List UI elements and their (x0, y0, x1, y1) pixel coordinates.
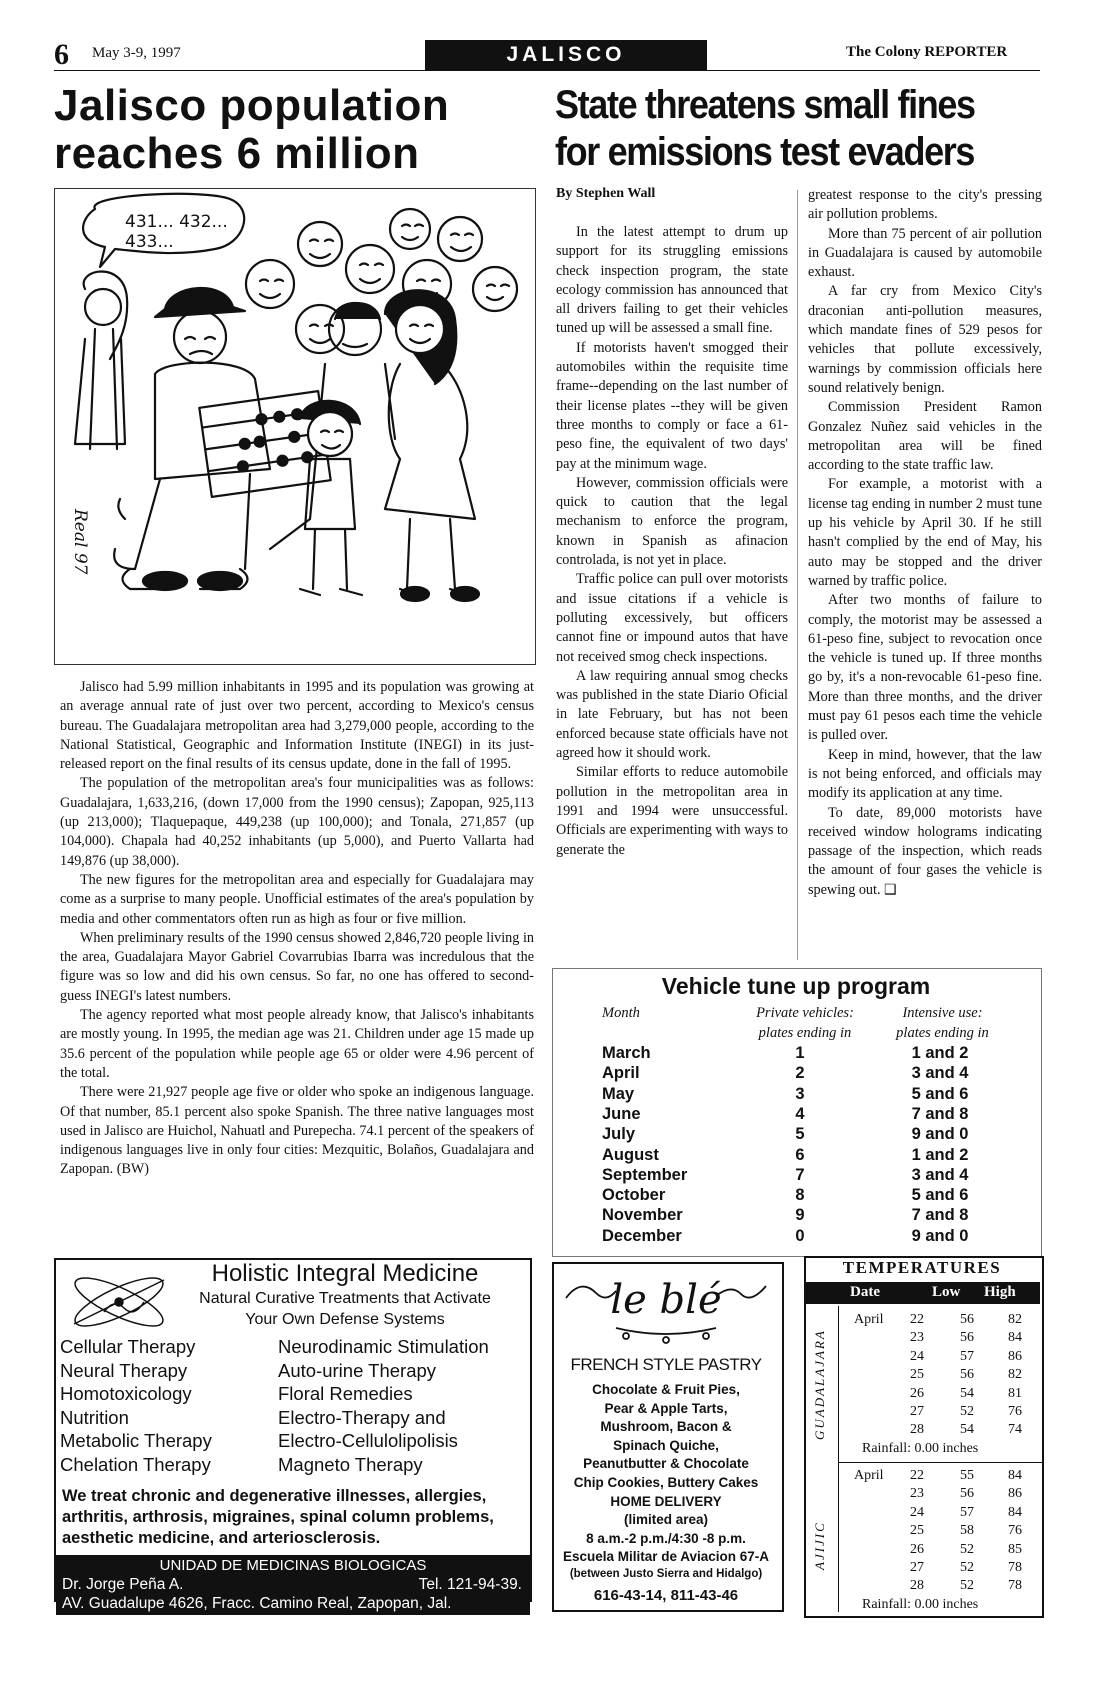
private-plate-cell: 6 (795, 1145, 805, 1164)
cartoon-speech-line-1: 431... 432... (125, 212, 228, 232)
month-cell: October (602, 1186, 666, 1205)
low-cell: 52 (960, 1560, 974, 1575)
le-ble-line: Mushroom, Bacon & (600, 1419, 732, 1435)
temperatures-divider (838, 1462, 1042, 1463)
day-cell: 24 (910, 1504, 924, 1520)
temperature-row (0, 1559, 1093, 1577)
high-cell: 74 (1008, 1422, 1022, 1438)
day-cell: 22 (910, 1468, 924, 1483)
vehicle-program-row (0, 1124, 1093, 1144)
col-header-date: Date (850, 1284, 880, 1300)
month-cell: December (602, 1226, 682, 1245)
article-paragraph: Keep in mind, however, that the law is not being enforced, and officials may modify its application at any time. (808, 746, 1042, 802)
le-ble-tagline: FRENCH STYLE PASTRY (570, 1355, 762, 1374)
holistic-title: Holistic Integral Medicine (211, 1260, 479, 1287)
article-paragraph: The agency reported what most people already know, that Jalisco's inhabitants are mostly young. In 1995, the median age was 21. Children under age 15 made up 35.6 percent of the population while people age 65 or older were 4.96 percent of the total. (60, 1007, 534, 1081)
high-cell: 84 (1008, 1330, 1022, 1346)
doctor-name: Dr. Jorge Peña A. (62, 1576, 184, 1593)
col-header-line: Intensive use: (902, 1005, 983, 1021)
private-plate-cell: 7 (795, 1165, 805, 1184)
low-cell: 55 (960, 1468, 974, 1483)
column-divider (797, 190, 798, 960)
le-ble-line: HOME DELIVERY (610, 1493, 722, 1509)
temperature-row (0, 1504, 1093, 1522)
temperature-row (0, 1400, 1093, 1421)
month-cell: September (602, 1165, 688, 1184)
low-cell: 57 (960, 1504, 974, 1520)
therapy-item: Nutrition (60, 1406, 129, 1428)
population-headline (54, 82, 534, 178)
intensive-plate-cell: 3 and 4 (911, 1064, 969, 1083)
temperature-row (0, 1366, 1093, 1384)
high-cell: 86 (1008, 1348, 1022, 1364)
temperatures-title: TEMPERATURES (842, 1258, 1002, 1277)
headline-line: for emissions test evaders (555, 130, 975, 174)
newspaper-name: The Colony REPORTER (846, 44, 1008, 60)
therapy-item: Floral Remedies (278, 1383, 413, 1404)
month-cell: May (602, 1084, 635, 1103)
col-header-line: Private vehicles: (756, 1005, 854, 1021)
issue-date: May 3-9, 1997 (92, 45, 181, 61)
low-cell: 56 (960, 1367, 974, 1383)
day-cell: 27 (910, 1404, 924, 1419)
vehicle-program-row (0, 1104, 1093, 1124)
high-cell: 78 (1008, 1578, 1022, 1594)
vehicle-program-row (0, 1043, 1093, 1063)
col-header-private (745, 1003, 865, 1043)
vehicle-program-row (0, 1185, 1093, 1205)
col-header-line: plates ending in (896, 1025, 989, 1041)
high-cell: 82 (1008, 1367, 1022, 1383)
high-cell: 78 (1008, 1560, 1022, 1575)
cartoon-speech-line-2: 433... (125, 232, 174, 252)
article-paragraph: The population of the metropolitan area's four municipalities was as follows: Guadalajara, 1,633,216, (down 17,000 from the 1990 census); Zapopan, 925,113 (up 213,000); Tlaquepaque, 449,238 (up 100,000); and Tonala, 271,857 (up 104,000). Chapala had 40,252 inhabitants (up 5,000), and Puerto Vallarta had 149,876 (up 38,000). (60, 775, 534, 869)
therapy-item: Neurodinamic Stimulation (278, 1336, 489, 1357)
article-paragraph: To date, 89,000 motorists have received window holograms indicating passage of the inspection, which reads the amount of four gases the vehicle is spewing out. ❑ (808, 804, 1042, 898)
temperature-row (0, 1348, 1093, 1366)
day-cell: 24 (910, 1348, 924, 1364)
day-cell: 25 (910, 1523, 924, 1539)
le-ble-line: Chocolate & Fruit Pies, (592, 1382, 740, 1397)
private-plate-cell: 2 (795, 1064, 805, 1083)
temperature-row (0, 1385, 1093, 1403)
le-ble-line: Escuela Militar de Aviacion 67-A (562, 1549, 770, 1565)
vehicle-program-row (0, 1145, 1093, 1165)
therapy-item: Homotoxicology (60, 1383, 192, 1404)
article-paragraph: Jalisco had 5.99 million inhabitants in 1995 and its population was growing at an average annual rate of just over two percent, according to Mexico's census bureau. The Guadalajara metropolitan area had 3,279,000 people, according to the National Statistical, Geographic and Information Institute (INEGI) in its just-released report on the final results of its census update, done in the fall of 1995. (60, 679, 534, 773)
low-cell: 52 (960, 1404, 974, 1419)
col-header-low: Low (932, 1284, 961, 1300)
article-paragraph: There were 21,927 people age five or older who spoke an indigenous language. Of that number, 85.1 percent also spoke Spanish. The three native languages most used in Jalisco are Huichol, Nahuatl and Purepecha. 74.1 percent of the speakers of indigenous languages live in only four cities: Mezquitic, Bolaños, Guadalajara and Zapopan. (BW) (60, 1084, 534, 1178)
intensive-plate-cell: 5 and 6 (911, 1084, 969, 1103)
low-cell: 54 (960, 1422, 974, 1438)
month-cell: March (602, 1044, 651, 1062)
month-cell: April (602, 1064, 640, 1083)
intensive-plate-cell: 9 and 0 (911, 1125, 969, 1144)
le-ble-line: Spinach Quiche, (613, 1437, 719, 1453)
headline-line: Jalisco population (54, 81, 450, 130)
byline: By Stephen Wall (556, 186, 656, 201)
location-label-guadalajara: GUADALAJARA (812, 1329, 827, 1440)
vehicle-program-row (0, 1205, 1093, 1225)
article-paragraph: greatest response to the city's pressing air pollution problems. (808, 187, 1042, 223)
temperature-row (0, 1421, 1093, 1439)
day-cell: 22 (910, 1312, 924, 1327)
rainfall-total: Rainfall: 0.00 inches (862, 1596, 979, 1612)
therapy-item: Magneto Therapy (278, 1453, 423, 1475)
day-cell: 27 (910, 1560, 924, 1575)
day-cell: 25 (910, 1367, 924, 1383)
high-cell: 85 (1008, 1541, 1022, 1557)
private-plate-cell: 3 (795, 1084, 805, 1103)
private-plate-cell: 9 (795, 1206, 805, 1225)
clinic-phone: Tel. 121-94-39. (418, 1576, 522, 1593)
temperature-row (0, 1311, 1093, 1329)
therapy-item: Chelation Therapy (60, 1453, 211, 1475)
vehicle-program-row (0, 1226, 1093, 1246)
article-paragraph: A far cry from Mexico City's draconian anti-pollution measures, which mandate fines of 529 pesos for vehicles that pollute excessively, warnings by commission officials here sound relatively benign. (808, 283, 1042, 396)
emissions-headline (555, 82, 996, 176)
article-paragraph: Commission President Ramon Gonzalez Nuñez said vehicles in the metropolitan area will be fined according to the state traffic law. (808, 399, 1042, 474)
private-plate-cell: 5 (795, 1125, 805, 1144)
temperature-row (0, 1522, 1093, 1540)
day-cell: 28 (910, 1578, 924, 1594)
therapy-item: Metabolic Therapy (60, 1430, 212, 1451)
high-cell: 81 (1008, 1385, 1022, 1401)
vehicle-program-row (0, 1084, 1093, 1104)
private-plate-cell: 4 (795, 1104, 805, 1123)
intensive-plate-cell: 5 and 6 (911, 1186, 969, 1205)
day-cell: 26 (910, 1385, 924, 1401)
intensive-plate-cell: 7 and 8 (911, 1206, 969, 1225)
private-plate-cell: 1 (795, 1044, 805, 1062)
day-cell: 26 (910, 1541, 924, 1557)
low-cell: 54 (960, 1385, 974, 1401)
day-cell: 23 (910, 1330, 924, 1346)
private-plate-cell: 0 (795, 1226, 805, 1245)
emissions-article-column-2 (808, 186, 1042, 900)
location-label-ajijic: AJIJIC (812, 1521, 827, 1570)
article-paragraph: A law requiring annual smog checks was published in the state Diario Oficial in late February, but has not been enforced because state officials have not agreed how it should work. (556, 667, 788, 762)
article-paragraph: For example, a motorist with a license tag ending in number 2 must tune up his vehicle by April 30. If he still hasn't complied by the end of May, his auto may be stopped and the driver warned by traffic police. (808, 476, 1042, 589)
cartoon-illustration (55, 189, 535, 664)
le-ble-line: (limited area) (623, 1512, 709, 1528)
clinic-address: AV. Guadalupe 4626, Fracc. Camino Real, Zapopan, Jal. (62, 1595, 452, 1612)
high-cell: 82 (1008, 1312, 1022, 1327)
article-paragraph: When preliminary results of the 1990 census showed 2,846,720 people living in the area, Guadalajara Mayor Gabriel Covarrubias Ibarra was incredulous that the figure was so low and did his own census. So far, no one has offered to second-guess INEGI's latest numbers. (60, 929, 534, 1004)
article-paragraph: Similar efforts to reduce automobile pollution in the metropolitan area in 1991 and 1994 were unsuccessful. Officials are experimenting with ways to generate the (556, 764, 788, 858)
vehicle-program-title: Vehicle tune up program (661, 973, 931, 999)
headline-line: reaches 6 million (54, 129, 420, 178)
therapy-item: Neural Therapy (60, 1359, 188, 1381)
low-cell: 58 (960, 1523, 974, 1539)
article-paragraph: However, commission officials were quick to caution that the legal mechanism to enforce the program, known in Spanish as afinacion controlada, is not yet in place. (556, 474, 788, 569)
population-cartoon (54, 188, 536, 665)
col-header-intensive (880, 1003, 1005, 1043)
le-ble-line: Peanutbutter & Chocolate (583, 1456, 749, 1472)
le-ble-line: Pear & Apple Tarts, (604, 1400, 728, 1416)
clinic-name: UNIDAD DE MEDICINAS BIOLOGICAS (159, 1557, 427, 1574)
le-ble-line: Chip Cookies, Buttery Cakes (573, 1475, 759, 1490)
col-header-high: High (984, 1284, 1016, 1300)
holistic-subtitle: Your Own Defense Systems (245, 1311, 445, 1328)
emissions-article-column-1 (556, 223, 788, 860)
low-cell: 56 (960, 1312, 974, 1327)
high-cell: 84 (1008, 1468, 1022, 1483)
month-cell: November (602, 1206, 683, 1225)
cartoon-signature: Real 97 (70, 509, 90, 575)
therapy-item: Electro-Cellulolipolisis (278, 1430, 458, 1451)
temperature-row (0, 1467, 1093, 1485)
intensive-plate-cell: 7 and 8 (911, 1104, 969, 1123)
vehicle-program-row (0, 1063, 1093, 1083)
day-cell: 28 (910, 1422, 924, 1438)
holistic-statement: We treat chronic and degenerative illnesses, allergies, arthritis, arthrosis, migraines, spinal column problems, aesthetic medicine, and arteriosclerosis. (62, 1487, 494, 1547)
month-cell: August (602, 1145, 659, 1164)
article-paragraph: More than 75 percent of air pollution in Guadalajara is caused by automobile exhaust. (808, 225, 1042, 281)
month-cell: July (602, 1125, 636, 1144)
le-ble-line: 8 a.m.-2 p.m./4:30 -8 p.m. (586, 1530, 746, 1546)
low-cell: 52 (960, 1541, 974, 1557)
article-paragraph: In the latest attempt to drum up support for its struggling emissions check inspection program, the state ecology commission has announced that all drivers failing to get their vehicles tuned up will be assessed a small fine. (556, 224, 788, 337)
temperature-row (0, 1329, 1093, 1347)
intensive-plate-cell: 1 and 2 (911, 1044, 969, 1062)
therapy-item: Electro-Therapy and (278, 1406, 446, 1428)
high-cell: 86 (1008, 1486, 1022, 1502)
headline-line: State threatens small fines (555, 83, 975, 127)
high-cell: 76 (1008, 1523, 1022, 1539)
rainfall-total: Rainfall: 0.00 inches (862, 1440, 979, 1456)
intensive-plate-cell: 1 and 2 (911, 1145, 969, 1164)
month-cell: June (602, 1104, 641, 1123)
month-cell: April (854, 1468, 884, 1483)
temperature-row (0, 1577, 1093, 1595)
private-plate-cell: 8 (795, 1186, 805, 1205)
temperatures-header (804, 1282, 1040, 1304)
day-cell: 23 (910, 1486, 924, 1502)
article-paragraph: Traffic police can pull over motorists and issue citations if a vehicle is polluting excessively, but officers cannot fine or impound autos that have not received smog check inspections. (556, 571, 788, 665)
intensive-plate-cell: 3 and 4 (911, 1165, 969, 1184)
col-header-line: plates ending in (758, 1025, 852, 1041)
intensive-plate-cell: 9 and 0 (911, 1226, 969, 1245)
temperature-row (0, 1541, 1093, 1559)
header-rule (54, 70, 1040, 71)
temperature-row (0, 1485, 1093, 1503)
month-cell: April (854, 1312, 884, 1327)
article-paragraph: If motorists haven't smogged their automobiles within the requisite time frame--depending on the last number of their license plates --they will be given three months to comply or face a 61-peso fine, the equivalent of two days' pay at the minimum wage. (556, 339, 788, 472)
le-ble-line: 616-43-14, 811-43-46 (593, 1586, 739, 1604)
holistic-subtitle: Natural Curative Treatments that Activate (199, 1290, 491, 1307)
high-cell: 84 (1008, 1504, 1022, 1520)
therapy-item: Cellular Therapy (60, 1336, 196, 1357)
low-cell: 57 (960, 1348, 974, 1364)
page-number: 6 (54, 38, 69, 71)
article-paragraph: The new figures for the metropolitan area and especially for Guadalajara may come as a surprise to many people. Unofficial estimates of the area's population by media and other commentators often run as high as four or five million. (60, 871, 534, 927)
article-paragraph: After two months of failure to comply, the motorist may be assessed a 61-peso fine, subject to revocation once the vehicle is tuned up. If three months go by, it's a non-revocable 61-peso fine. More than three months, and the driver must pay 61 pesos each time the vehicle is pulled over. (808, 592, 1042, 744)
le-ble-logo-text: le blé (610, 1277, 722, 1323)
therapy-item: Auto-urine Therapy (278, 1359, 437, 1381)
vehicle-program-row (0, 1165, 1093, 1185)
col-header-month: Month (602, 1005, 640, 1021)
low-cell: 56 (960, 1330, 974, 1346)
section-banner: JALISCO (425, 40, 707, 70)
high-cell: 76 (1008, 1404, 1022, 1419)
le-ble-line: (between Justo Sierra and Hidalgo) (569, 1568, 763, 1580)
low-cell: 52 (960, 1578, 974, 1594)
low-cell: 56 (960, 1486, 974, 1502)
